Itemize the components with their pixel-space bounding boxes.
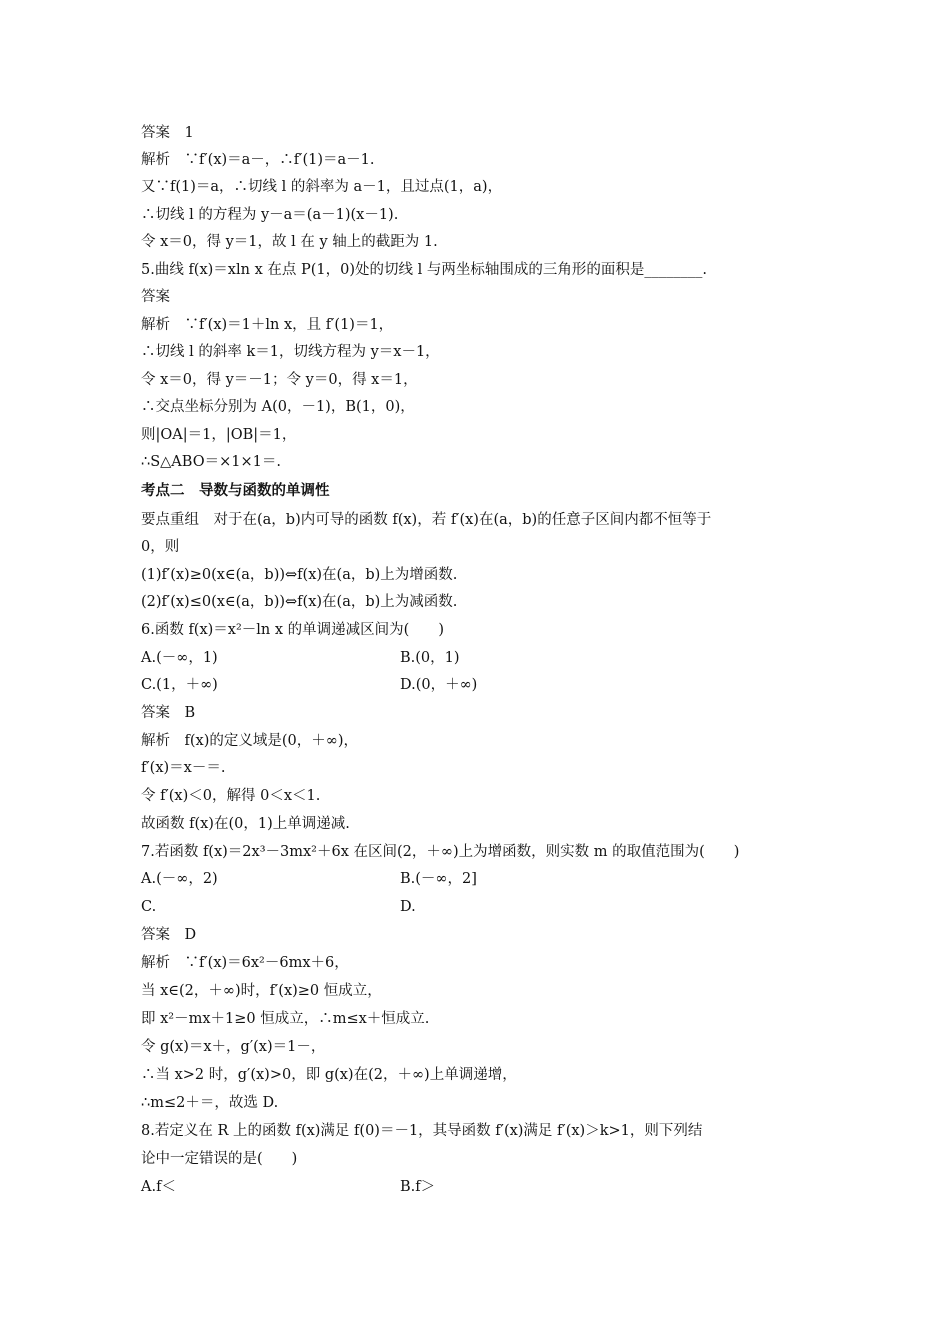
answer-6: 答案 B — [141, 705, 196, 721]
section-heading: 考点二 导数与函数的单调性 — [141, 483, 330, 499]
analysis-5-line5: 则|OA|＝1，|OB|＝1， — [141, 427, 297, 443]
question-6: 6.函数 f(x)＝x²－ln x 的单调递减区间为( ) — [141, 622, 444, 638]
question-6-option-b: B.(0，1) — [400, 650, 460, 666]
key-point-1: (1)f′(x)≥0(x∈(a，b))⇔f(x)在(a，b)上为增函数. — [141, 567, 458, 583]
question-8-option-b: B.f＞ — [400, 1179, 436, 1195]
analysis-4-line4: 令 x＝0，得 y＝1，故 l 在 y 轴上的截距为 1. — [141, 234, 438, 250]
analysis-7-line5: ∴当 x>2 时，g′(x)>0，即 g(x)在(2，＋∞)上单调递增， — [141, 1067, 517, 1083]
key-points-line2: 0，则 — [141, 539, 180, 555]
analysis-5-line6: ∴S△ABO＝×1×1＝. — [141, 454, 281, 470]
analysis-6-line1: 解析 f(x)的定义域是(0，＋∞)， — [141, 733, 358, 749]
analysis-7-line6: ∴m≤2＋＝，故选 D. — [141, 1095, 279, 1111]
analysis-7-line2: 当 x∈(2，＋∞)时，f′(x)≥0 恒成立， — [141, 983, 382, 999]
question-7-option-c: C. — [141, 899, 157, 915]
analysis-7-line3: 即 x²－mx＋1≥0 恒成立，∴m≤x＋恒成立. — [141, 1011, 430, 1027]
question-8-line1: 8.若定义在 R 上的函数 f(x)满足 f(0)＝－1，其导函数 f′(x)满足 f′(x)＞k>1，则下列结 — [141, 1123, 703, 1139]
analysis-5-line3: 令 x＝0，得 y＝－1；令 y＝0，得 x＝1， — [141, 372, 418, 388]
analysis-7-line1: 解析 ∵f′(x)＝6x²－6mx＋6， — [141, 955, 349, 971]
question-7-option-b: B.(－∞，2] — [400, 871, 477, 887]
analysis-5-line1: 解析 ∵f′(x)＝1＋ln x，且 f′(1)＝1， — [141, 317, 394, 333]
answer-4: 答案 1 — [141, 125, 194, 141]
question-8-option-a: A.f＜ — [141, 1179, 176, 1195]
analysis-7-line4: 令 g(x)＝x＋，g′(x)＝1－， — [141, 1039, 326, 1055]
question-7-option-a: A.(－∞，2) — [141, 871, 218, 887]
question-5: 5.曲线 f(x)＝xln x 在点 P(1，0)处的切线 l 与两坐标轴围成的三角形的面积是________. — [141, 262, 707, 278]
question-8-line2: 论中一定错误的是( ) — [141, 1151, 298, 1167]
analysis-5-line4: ∴交点坐标分别为 A(0，－1)，B(1，0)， — [141, 399, 415, 415]
answer-5: 答案 — [141, 289, 170, 305]
analysis-6-line2: f′(x)＝x－＝. — [141, 760, 226, 776]
question-6-option-a: A.(－∞，1) — [141, 650, 218, 666]
answer-7: 答案 D — [141, 927, 197, 943]
question-6-option-d: D.(0，＋∞) — [400, 677, 478, 693]
key-point-2: (2)f′(x)≤0(x∈(a，b))⇔f(x)在(a，b)上为减函数. — [141, 594, 458, 610]
analysis-6-line3: 令 f′(x)＜0，解得 0＜x＜1. — [141, 788, 321, 804]
analysis-6-line4: 故函数 f(x)在(0，1)上单调递减. — [141, 816, 350, 832]
analysis-4-line3: ∴切线 l 的方程为 y－a＝(a－1)(x－1). — [141, 207, 399, 223]
question-7-option-d: D. — [400, 899, 416, 915]
question-6-option-c: C.(1，＋∞) — [141, 677, 218, 693]
analysis-5-line2: ∴切线 l 的斜率 k＝1，切线方程为 y＝x－1， — [141, 344, 440, 360]
analysis-4-line1: 解析 ∵f′(x)＝a－，∴f′(1)＝a－1. — [141, 152, 375, 168]
question-7: 7.若函数 f(x)＝2x³－3mx²＋6x 在区间(2，＋∞)上为增函数，则实数 m 的取值范围为( ) — [141, 844, 740, 860]
analysis-4-line2: 又∵f(1)＝a，∴切线 l 的斜率为 a－1，且过点(1，a)， — [141, 179, 503, 195]
key-points-line1: 要点重组 对于在(a，b)内可导的函数 f(x)，若 f′(x)在(a，b)的任意子区间内都不恒等于 — [141, 512, 712, 528]
